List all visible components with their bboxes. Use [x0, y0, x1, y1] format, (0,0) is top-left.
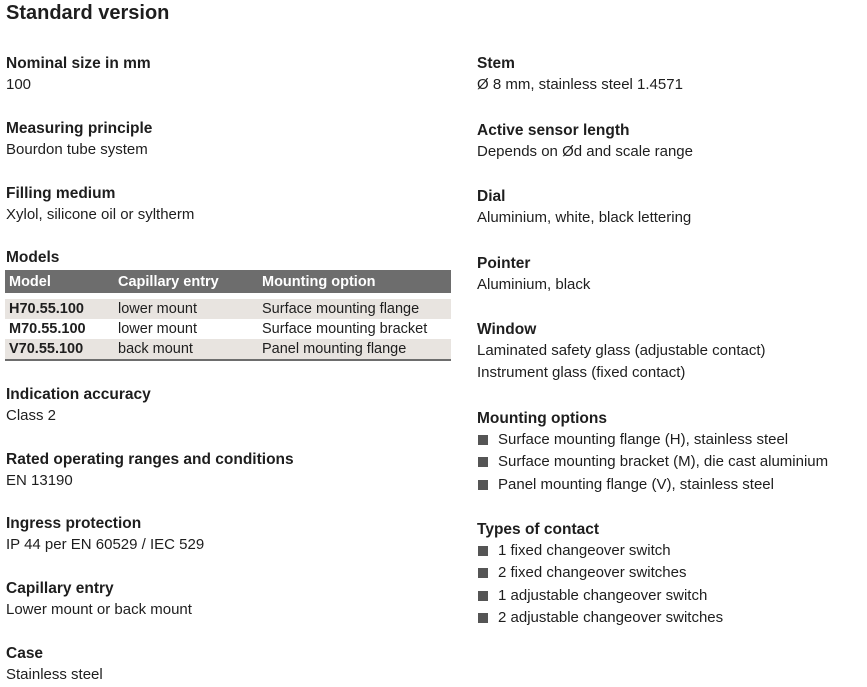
list-item — [477, 429, 828, 451]
contact-types-list — [477, 540, 723, 629]
section-heading: Indication accuracy — [6, 386, 151, 403]
section-text: EN 13190 — [6, 472, 73, 489]
section-text: Class 2 — [6, 407, 57, 424]
list-item — [477, 607, 723, 629]
column-header-mounting-option: Mounting option — [258, 270, 451, 296]
section-heading: Types of contact — [477, 521, 600, 538]
model-cell: H70.55.100 — [5, 296, 114, 319]
section-case — [6, 643, 103, 686]
section-heading: Stem — [477, 55, 515, 72]
section-heading: Active sensor length — [477, 122, 630, 139]
section-heading: Ingress protection — [6, 515, 142, 532]
square-bullet-icon — [478, 568, 488, 578]
section-nominal-size — [6, 53, 151, 96]
section-heading: Models — [6, 249, 60, 266]
section-text: Ø 8 mm, stainless steel 1.4571 — [477, 76, 683, 93]
section-heading: Dial — [477, 188, 506, 205]
mounting-cell: Surface mounting flange — [258, 296, 451, 319]
section-pointer — [477, 253, 590, 296]
list-item — [477, 451, 828, 473]
capillary-cell: lower mount — [118, 321, 197, 337]
model-cell: V70.55.100 — [5, 339, 114, 360]
mounting-options-list — [477, 429, 828, 496]
table-header-row — [5, 270, 451, 296]
page-title: Standard version — [6, 2, 170, 24]
section-text: Aluminium, white, black lettering — [477, 209, 692, 226]
section-text: Laminated safety glass (adjustable contact) — [477, 342, 766, 359]
square-bullet-icon — [478, 480, 488, 490]
models-table — [5, 270, 451, 361]
section-text: Bourdon tube system — [6, 141, 148, 158]
section-heading: Window — [477, 321, 537, 338]
section-stem — [477, 53, 683, 96]
section-heading: Rated operating ranges and conditions — [6, 451, 294, 468]
list-item — [477, 562, 723, 584]
list-item — [477, 540, 723, 562]
table-row — [5, 339, 451, 360]
section-heading: Nominal size in mm — [6, 55, 151, 72]
section-dial — [477, 186, 691, 229]
square-bullet-icon — [478, 457, 488, 467]
section-text: Instrument glass (fixed contact) — [477, 364, 686, 381]
capillary-cell: back mount — [114, 339, 258, 360]
table-row — [5, 319, 451, 339]
list-item-text: 1 adjustable changeover switch — [498, 586, 708, 604]
mounting-cell: Surface mounting bracket — [262, 321, 428, 337]
section-heading: Case — [6, 645, 44, 662]
square-bullet-icon — [478, 591, 488, 601]
list-item-text: 2 adjustable changeover switches — [498, 608, 724, 626]
section-window — [477, 319, 766, 384]
section-text: IP 44 per EN 60529 / IEC 529 — [6, 536, 205, 553]
list-item-text: 2 fixed changeover switches — [498, 564, 687, 582]
section-models — [6, 247, 59, 268]
section-text: Aluminium, black — [477, 276, 591, 293]
section-active-sensor-length — [477, 120, 693, 163]
column-header-capillary-entry: Capillary entry — [114, 270, 258, 296]
section-filling-medium — [6, 183, 194, 226]
section-mounting-options — [477, 408, 828, 496]
section-heading: Capillary entry — [6, 580, 114, 597]
list-item-text: Surface mounting flange (H), stainless steel — [498, 431, 789, 448]
column-header-model: Model — [5, 270, 114, 296]
list-item-text: Surface mounting bracket (M), die cast aluminium — [498, 453, 829, 471]
section-heading: Filling medium — [6, 185, 116, 202]
section-text: Depends on Ød and scale range — [477, 143, 693, 160]
section-heading: Mounting options — [477, 410, 607, 427]
list-item — [477, 474, 828, 496]
list-item-text: Panel mounting flange (V), stainless steel — [498, 475, 774, 493]
section-text: Stainless steel — [6, 666, 103, 683]
list-item — [477, 585, 723, 607]
square-bullet-icon — [478, 613, 488, 623]
section-types-of-contact — [477, 519, 723, 629]
list-item-text: 1 fixed changeover switch — [498, 542, 671, 559]
section-text: Lower mount or back mount — [6, 601, 192, 618]
section-operating-ranges — [6, 449, 294, 492]
section-capillary-entry — [6, 578, 192, 621]
square-bullet-icon — [478, 435, 488, 445]
capillary-cell: lower mount — [114, 296, 258, 319]
section-text: Xylol, silicone oil or syltherm — [6, 206, 195, 223]
section-heading: Pointer — [477, 255, 531, 272]
section-text: 100 — [6, 76, 32, 93]
section-heading: Measuring principle — [6, 120, 153, 137]
mounting-cell: Panel mounting flange — [258, 339, 451, 360]
table-row — [5, 296, 451, 319]
square-bullet-icon — [478, 546, 488, 556]
model-cell: M70.55.100 — [9, 321, 86, 337]
section-indication-accuracy — [6, 384, 151, 427]
section-measuring-principle — [6, 118, 152, 161]
section-ingress-protection — [6, 513, 204, 556]
